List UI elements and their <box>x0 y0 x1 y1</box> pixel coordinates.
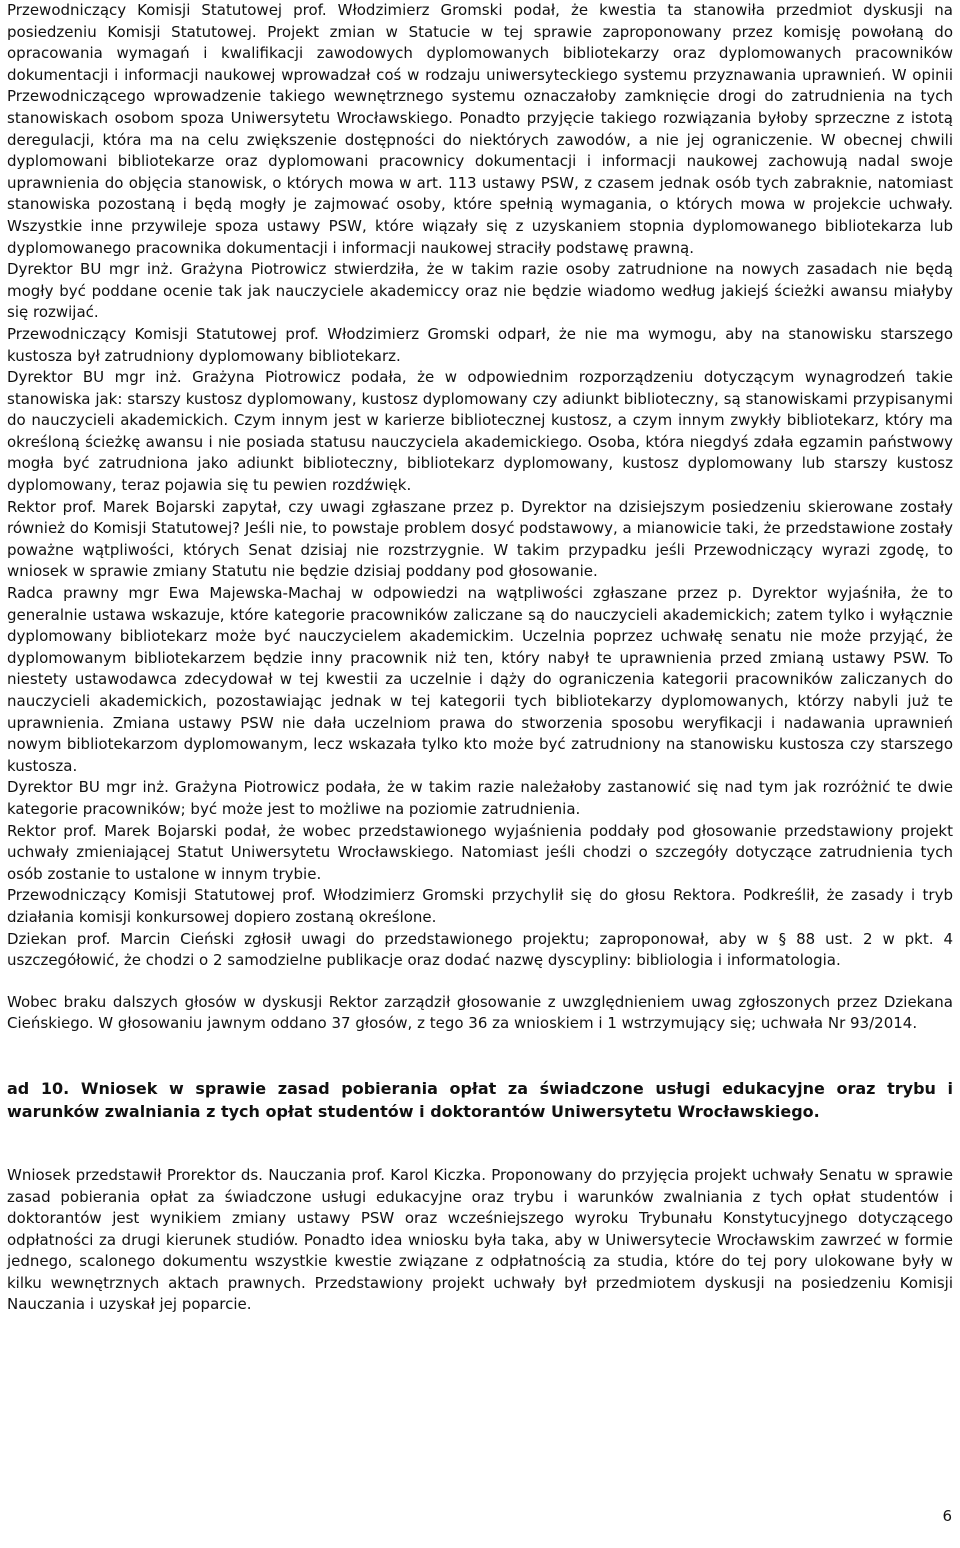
spacer <box>7 1035 953 1077</box>
paragraph-kiczka-motion: Wniosek przedstawił Prorektor ds. Nauczania prof. Karol Kiczka. Proponowany do przyjęcia projekt uchwały Senatu w sprawie zasad pobierania opłat za świadczone usługi edukacyjne oraz trybu i warunków zwalniania z tych opłat studentów i doktorantów jest wynikiem zmiany ustawy PSW oraz wcześniejszego wyroku Trybunału Konstytucyjnego dotyczącego odpłatności za drugi kierunek studiów. Ponadto idea wniosku była taka, aby w Uniwersytecie Wrocławskim zawrzeć w formie jednego, scalonego dokumentu wszystkie kwestie związane z odpłatnością za studia, które do tej pory ulokowane były w kilku wewnętrznych aktach prawnych. Przedstawiony projekt uchwały był przedmiotem dyskusji na posiedzeniu Komisji Nauczania i uzyskał jej poparcie. <box>7 1165 953 1314</box>
section-number: ad 10. <box>7 1078 70 1098</box>
spacer <box>7 972 953 992</box>
section-heading <box>7 1077 953 1123</box>
paragraph-vote-result: Wobec braku dalszych głosów w dyskusji Rektor zarządził głosowanie z uwzględnieniem uwag zgłoszonych przez Dziekana Cieńskiego. W głosowaniu jawnym oddano 37 głosów, z tego 36 za wnioskiem i 1 wstrzymujący się; uchwała Nr 93/2014. <box>7 992 953 1033</box>
paragraph-gromski-statute: Przewodniczący Komisji Statutowej prof. Włodzimierz Gromski podał, że kwestia ta stanowiła przedmiot dyskusji na posiedzeniu Komisji Statutowej. Projekt zmian w Statucie w tej sprawie zaproponowany przez komisję powołaną do opracowania wymagań i kwalifikacji zawodowych dyplomowanych bibliotekarzy oraz dyplomowanych pracowników dokumentacji i informacji naukowej wprowadzał coś w rodzaju uniwersyteckiego systemu przyznawania uprawnień. W opinii Przewodniczącego wprowadzenie takiego wewnętrznego systemu oznaczałoby zamknięcie drogi do zatrudnienia na tych stanowiskach osobom spoza Uniwersytetu Wrocławskiego. Ponadto przyjęcie takiego rozwiązania byłoby sprzeczne z istotą deregulacji, która ma na celu zwiększenie dostępności do niektórych zawodów, a nie jej ograniczenie. W obecnej chwili dyplomowani bibliotekarze oraz dyplomowani pracownicy dokumentacji i informacji naukowej zachowują nadal swoje uprawnienia do objęcia stanowisk, o których mowa w art. 113 ustawy PSW, z czasem jednak osób tych zabraknie, natomiast stanowiska pozostaną i będą mogły je zajmować osoby, które spełnią wymagania, o których mowa w projekcie uchwały. Wszystkie inne przywileje spoza ustawy PSW, które wiązały się z uzyskaniem stopnia dyplomowanego bibliotekarza lub dyplomowanego pracownika dokumentacji i informacji naukowej straciły podstawę prawną. <box>7 1 953 257</box>
page-number: 6 <box>942 1507 952 1525</box>
document-body <box>7 0 953 1316</box>
paragraph-bojarski-vote: Rektor prof. Marek Bojarski podał, że wobec przedstawionego wyjaśnienia poddały pod głosowanie przedstawiony projekt uchwały zmieniającej Statut Uniwersytetu Wrocławskiego. Natomiast jeśli chodzi o szczegóły dotyczące zatrudnienia tych osób zostanie to ustalone w innym trybie. <box>7 821 953 883</box>
paragraph-piotrowicz-distinction: Dyrektor BU mgr inż. Grażyna Piotrowicz podała, że w takim razie należałoby zastanowić się nad tym jak rozróżnić te dwie kategorie pracowników; być może jest to możliwe na poziomie zatrudnienia. <box>7 778 953 818</box>
paragraph-gromski-agrees: Przewodniczący Komisji Statutowej prof. Włodzimierz Gromski przychylił się do głosu Rektora. Podkreślił, że zasady i tryb działania komisji konkursowej dopiero zostaną określone. <box>7 886 953 926</box>
paragraph-piotrowicz-evaluation: Dyrektor BU mgr inż. Grażyna Piotrowicz stwierdziła, że w takim razie osoby zatrudnione na nowych zasadach nie będą mogły być poddane ocenie tak jak nauczyciele akademiccy oraz nie będzie wiadomo według jakiejś ścieżki awansu miałyby się rozwijać. <box>7 260 953 322</box>
paragraph-piotrowicz-salaries: Dyrektor BU mgr inż. Grażyna Piotrowicz podała, że w odpowiednim rozporządzeniu dotyczącym wynagrodzeń takie stanowiska jak: starszy kustosz dyplomowany, kustosz dyplomowany czy adiunkt biblioteczny, są stanowiskami przypisanymi do nauczycieli akademickich. Czym innym jest w karierze bibliotecznej kustosz, a czym innym zwykły bibliotekarz, który ma określoną ścieżkę awansu i nie posiada statusu nauczyciela akademickiego. Osoba, która niegdyś zdała egzamin państwowy mogła być zatrudniona jako adiunkt biblioteczny, bibliotekarz dyplomowany, kustosz dyplomowany lub starszy kustosz dyplomowany, teraz pojawia się tu pewien rozdźwięk. <box>7 368 953 495</box>
paragraph-gromski-reply: Przewodniczący Komisji Statutowej prof. Włodzimierz Gromski odparł, że nie ma wymogu, aby na stanowisku starszego kustosza był zatrudniony dyplomowany bibliotekarz. <box>7 324 953 365</box>
paragraph-cienski-remarks: Dziekan prof. Marcin Cieński zgłosił uwagi do przedstawionego projektu; zaproponował, aby w § 88 ust. 2 w pkt. 4 uszczegółowić, że chodzi o 2 samodzielne publikacje oraz dodać nazwę dyscypliny: bibliologia i informatologia. <box>7 929 953 970</box>
paragraph-legal-counsel: Radca prawny mgr Ewa Majewska-Machaj w odpowiedzi na wątpliwości zgłaszane przez p. Dyrektor wyjaśniła, że to generalnie ustawa wskazuje, które kategorie pracowników zaliczane są do nauczycieli akademickich; zatem tylko i wyłącznie dyplomowany bibliotekarz może być nauczycielem akademickim. Uczelnia poprzez uchwałę senatu nie może przyjąć, że dyplomowanym bibliotekarzem będzie inny pracownik niż ten, który nabył te uprawnienia przed zmianą ustawy PSW. To niestety ustawodawca zdecydował w tej kwestii za uczelnie i dąży do ograniczenia kategorii pracowników zaliczanych do nauczycieli akademickich, pozostawiając jednak w tej kategorii tych bibliotekarzy dyplomowanych, którzy nabyli już te uprawnienia. Zmiana ustawy PSW nie dała uczelniom prawa do stworzenia sposobu weryfikacji i nadawania uprawnień nowym bibliotekarzom dyplomowanym, lecz wskazała tylko kto może być zatrudniony na stanowisku kustosza czy starszego kustosza. <box>7 584 953 775</box>
section-title: Wniosek w sprawie zasad pobierania opłat za świadczone usługi edukacyjne oraz trybu i warunków zwalniania z tych opłat studentów i doktorantów Uniwersytetu Wrocławskiego. <box>7 1078 954 1121</box>
paragraph-bojarski-question: Rektor prof. Marek Bojarski zapytał, czy uwagi zgłaszane przez p. Dyrektor na dzisiejszym posiedzeniu skierowane zostały również do Komisji Statutowej? Jeśli nie, to powstaje problem dosyć podstawowy, a mianowicie taki, że przedstawione zostały poważne wątpliwości, których Senat dzisiaj nie rozstrzygnie. W takim przypadku jeśli Przewodniczący wyrazi zgodę, to wniosek w sprawie zmiany Statutu nie będzie dzisiaj poddany pod głosowanie. <box>7 497 953 581</box>
spacer <box>7 1123 953 1165</box>
